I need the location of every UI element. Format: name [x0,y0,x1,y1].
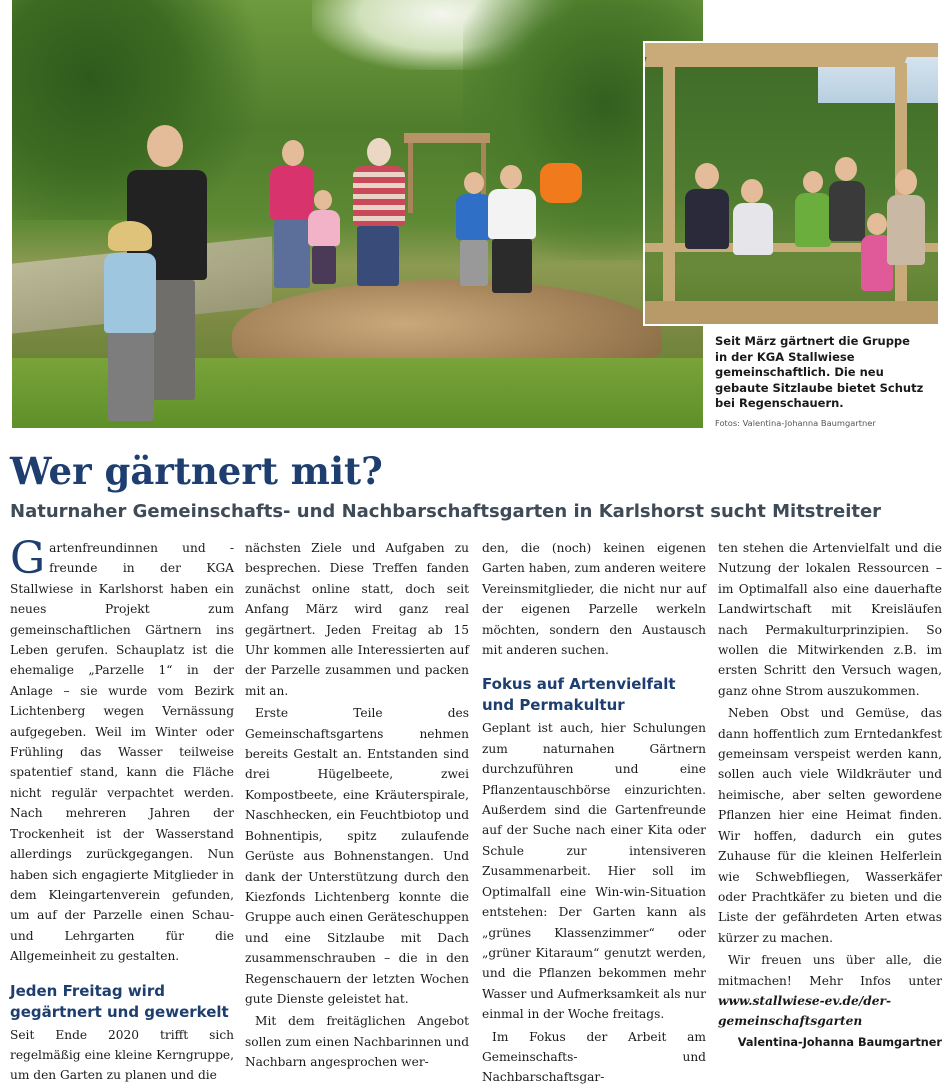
inset-people-group [685,153,925,303]
pavilion-roof-slope [643,57,907,67]
photo-person-woman-striped [347,138,411,288]
paragraph: nächsten Ziele und Aufgaben zu besprechen. Diese Treffen fanden zunächst online statt, doch seit Anfang März wird ganz real gegärtnert. Jeden Freitag ab 15 Uhr kommen alle Interessierten auf der Parzelle zusammen und packen mit an. [245,541,469,698]
paragraph [718,950,942,1032]
article-column-2 [245,538,469,1073]
paragraph [10,533,234,967]
article-column-3 [482,538,706,1088]
drop-cap: G [10,533,46,584]
paragraph-text: artenfreundinnen und -freunde in der KGA Stallwiese in Karlshorst haben ein neues Projekt zum gemeinschaftlichen Gärtnern ins Leben gerufen. Schauplatz ist die ehemalige „Parzelle 1“ in der Anlage – sie wurde vom Bezirk Lichtenberg wegen Vernässung aufgegeben. Weil im Winter oder Frühling das Wasser teilweise spatentief stand, kann die Fläche nicht regulär verpachtet werden. Nach mehreren Jahren der Trockenheit ist der Wasserstand allerdings zurückgegangen. Nun haben sich engagierte Mitglieder in dem Kleingartenverein gefunden, um auf der Parzelle einen Schau- und Lehrgarten für die Allgemeinheit zu gestalten. [10,541,234,964]
author-byline: Valentina-Johanna Baumgartner [737,1035,942,1049]
pavilion-roof-beam [645,43,940,57]
paragraph: ten stehen die Artenvielfalt und die Nutzung der lokalen Ressourcen – im Optimalfall also eine dauerhafte Landwirtschaft mit Kreisläufen nach Permakulturprinzipien. So wollen die Mitwirkenden z.B. im ersten Schritt den Versuch wagen, ganz ohne Strom auszukommen. [718,541,942,698]
pavilion-post-left [663,57,675,307]
photo-person-girl [304,190,344,285]
paragraph: Seit Ende 2020 trifft sich regelmäßig eine kleine Kerngruppe, um den Garten zu planen und die [10,1027,234,1083]
article-subheadline: Naturnaher Gemeinschafts- und Nachbarschaftsgarten in Karlshorst sucht Mitstreiter [10,501,882,522]
article-column-4 [718,538,942,1053]
photo-watering-can [540,163,582,203]
paragraph: den, die (noch) keinen eigenen Garten haben, zum anderen weitere Vereinsmitglieder, die nicht nur auf der eigenen Parzelle werkeln möchten, sondern den Austausch mit anderen suchen. [482,541,706,658]
section-heading: Jeden Freitag wird gegärtnert und gewerkelt [10,981,229,1021]
pavilion-bench [645,301,940,326]
photo-credit: Fotos: Valentina-Johanna Baumgartner [715,418,876,428]
paragraph: Geplant ist auch, hier Schulungen zum naturnahen Gärtnern durchzuführen und eine Pflanzentauschbörse einzurichten. Außerdem sind die Gartenfreunde auf der Suche nach einer Kita oder Schule zur intensiveren Zusammenarbeit. Hier soll im Optimalfall eine Win-win-Situation entstehen: Der Garten kann als „grünes Klassenzimmer“ oder „grüner Kitaraum“ genutzt werden, und die Pflanzen bekommen mehr Wasser und Aufmerksamkeit als nur einmal in der Woche freitags. [482,721,706,1022]
paragraph: Neben Obst und Gemüse, das dann hoffentlich zum Erntedankfest gemeinsam verspeist werden kann, sollen auch viele Wildkräuter und heimische, aber selten gewordene Pflanzen hier eine Heimat finden. Wir hoffen, dadurch ein gutes Zuhause für die kleinen Helferlein wie Schwebfliegen, Wasserkäfer oder Prachtkäfer zu bieten und die Liste der gefährdeten Arten etwas kürzer zu machen. [718,706,942,945]
section-heading: Fokus auf Artenvielfalt und Permakultur [482,675,676,715]
inset-photo-pavilion [643,41,940,326]
paragraph-text: Wir freuen uns über alle, die mitmachen! Mehr Infos unter [718,953,942,988]
paragraph: Im Fokus der Arbeit am Gemeinschafts- und Nachbarschaftsgar- [482,1029,706,1085]
paragraph: Mit dem freitäglichen Angebot sollen zum einen Nachbarinnen und Nachbarn angesprochen wer- [245,1014,469,1070]
photo-caption: Seit März gärtnert die Gruppe in der KGA Stallwiese gemeinschaftlich. Die neu gebaute Sitzlaube bietet Schutz bei Regenschauern. [715,334,924,410]
photo-person-woman-white [484,165,540,295]
website-link[interactable]: www.stallwiese-ev.de/der-gemeinschaftsgarten [718,993,892,1029]
main-photo-garden-group [12,0,703,428]
article-headline: Wer gärtnert mit? [10,449,383,493]
article-column-1 [10,533,234,1086]
paragraph: Erste Teile des Gemeinschaftsgartens nehmen bereits Gestalt an. Entstanden sind drei Hügelbeete, zwei Kompostbeete, eine Kräuterspirale, Naschhecken, ein Feuchtbiotop und Bohnentipis, spitz zulaufende Gerüste aus Bohnenstangen. Und dank der Unterstützung durch den Kiezfonds Lichtenberg konnte die Gruppe auch einen Geräteschuppen und eine Sitzlaube mit Dach zusammenschrauben – die in den Regenschauern der letzten Wochen gute Dienste geleistet hat. [245,706,469,1006]
photo-person-child-hat [90,215,170,425]
